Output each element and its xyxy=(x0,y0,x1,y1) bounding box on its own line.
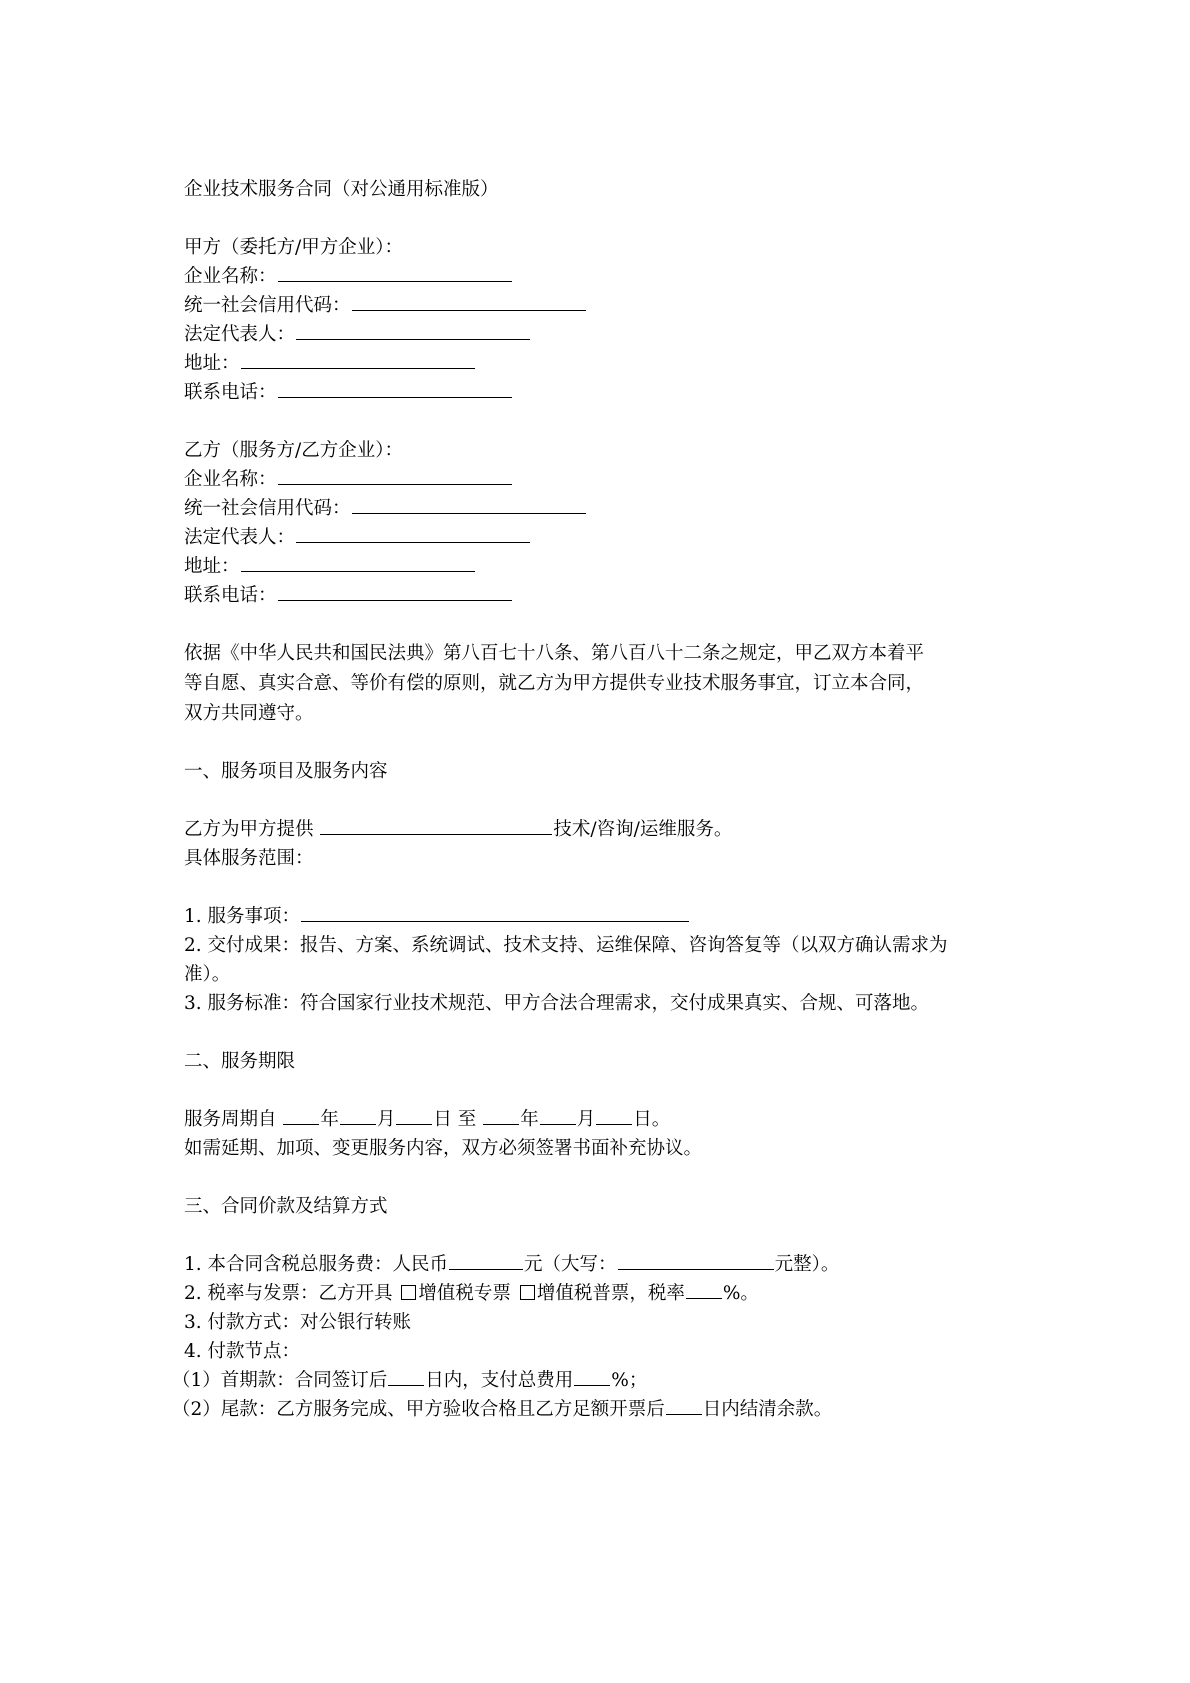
section-3-heading: 三、合同价款及结算方式 xyxy=(184,1196,388,1217)
party-a-address-blank[interactable] xyxy=(241,352,475,369)
service-standard-line: 3. 服务标准：符合国家行业技术规范、甲方合法合理需求，交付成果真实、合规、可落地。 xyxy=(184,993,930,1014)
text: 乙方为甲方提供 xyxy=(184,819,320,840)
service-type-blank[interactable] xyxy=(320,818,552,835)
party-a-legal-rep-row xyxy=(184,323,531,347)
text: 服务周期自 xyxy=(184,1109,283,1130)
final-payment-days-blank[interactable] xyxy=(666,1398,702,1415)
field-label: 地址： xyxy=(184,556,240,577)
text: 日 至 xyxy=(433,1109,483,1130)
fee-amount-blank[interactable] xyxy=(449,1253,523,1270)
section-2-heading: 二、服务期限 xyxy=(184,1051,296,1072)
start-day-blank[interactable] xyxy=(396,1108,432,1125)
end-month-blank[interactable] xyxy=(540,1108,576,1125)
party-b-address-row xyxy=(184,555,476,579)
text: 日。 xyxy=(633,1109,671,1130)
party-a-address-row xyxy=(184,352,476,376)
text: （2）尾款：乙方服务完成、甲方验收合格且乙方足额开票后 xyxy=(172,1399,665,1420)
text: 技术/咨询/运维服务。 xyxy=(553,819,733,840)
party-b-legal-rep-row xyxy=(184,526,531,550)
first-payment-row xyxy=(172,1369,647,1393)
tax-row xyxy=(184,1282,759,1306)
payment-method-line: 3. 付款方式：对公银行转账 xyxy=(184,1312,412,1333)
party-a-phone-row xyxy=(184,381,513,405)
final-payment-row xyxy=(172,1398,832,1422)
service-item-blank[interactable] xyxy=(301,905,689,922)
text: 元（大写： xyxy=(524,1254,617,1275)
field-label: 企业名称： xyxy=(184,266,277,287)
scope-label: 具体服务范围： xyxy=(184,848,314,869)
party-b-address-blank[interactable] xyxy=(241,555,475,572)
field-label: 联系电话： xyxy=(184,382,277,403)
end-year-blank[interactable] xyxy=(483,1108,519,1125)
field-label: 联系电话： xyxy=(184,585,277,606)
service-period-row xyxy=(184,1108,670,1132)
start-year-blank[interactable] xyxy=(283,1108,319,1125)
section-1-heading: 一、服务项目及服务内容 xyxy=(184,761,388,782)
party-a-legal-rep-blank[interactable] xyxy=(296,323,530,340)
text: %； xyxy=(611,1370,648,1391)
service-item-row xyxy=(184,905,690,929)
text: 年 xyxy=(320,1109,339,1130)
party-b-phone-blank[interactable] xyxy=(278,584,512,601)
text: 1. 本合同含税总服务费：人民币 xyxy=(184,1254,449,1275)
preamble-line: 依据《中华人民共和国民法典》第八百七十八条、第八百八十二条之规定，甲乙双方本着平 xyxy=(184,643,925,664)
party-b-company-row xyxy=(184,468,513,492)
text: 日内，支付总费用 xyxy=(425,1370,574,1391)
party-b-company-blank[interactable] xyxy=(278,468,512,485)
text: 元整）。 xyxy=(774,1254,840,1275)
party-b-legal-rep-blank[interactable] xyxy=(296,526,530,543)
field-label: 法定代表人： xyxy=(184,527,296,548)
preamble-line: 双方共同遵守。 xyxy=(184,703,314,724)
party-b-credit-code-row xyxy=(184,497,587,521)
deliverables-line: 2. 交付成果：报告、方案、系统调试、技术支持、运维保障、咨询答复等（以双方确认需求为 xyxy=(184,935,948,956)
field-label: 法定代表人： xyxy=(184,324,296,345)
extension-line: 如需延期、加项、变更服务内容，双方必须签署书面补充协议。 xyxy=(184,1138,703,1159)
fee-uppercase-blank[interactable] xyxy=(618,1253,774,1270)
special-invoice-checkbox[interactable] xyxy=(401,1285,416,1300)
payment-nodes-label: 4. 付款节点： xyxy=(184,1341,301,1362)
ordinary-invoice-checkbox[interactable] xyxy=(520,1285,535,1300)
text: （1）首期款：合同签订后 xyxy=(172,1370,388,1391)
text: 1. 服务事项： xyxy=(184,906,301,927)
preamble-line: 等自愿、真实合意、等价有偿的原则，就乙方为甲方提供专业技术服务事宜，订立本合同， xyxy=(184,673,925,694)
party-b-credit-code-blank[interactable] xyxy=(352,497,586,514)
field-label: 统一社会信用代码： xyxy=(184,498,351,519)
contract-title: 企业技术服务合同（对公通用标准版） xyxy=(184,179,499,200)
party-a-heading: 甲方（委托方/甲方企业）： xyxy=(184,237,403,258)
text: 增值税普票，税率 xyxy=(536,1283,685,1304)
field-label: 企业名称： xyxy=(184,469,277,490)
start-month-blank[interactable] xyxy=(340,1108,376,1125)
field-label: 统一社会信用代码： xyxy=(184,295,351,316)
text: 月 xyxy=(376,1109,396,1130)
tax-rate-blank[interactable] xyxy=(686,1282,722,1299)
text: 日内结清余款。 xyxy=(702,1399,833,1420)
service-provide-row xyxy=(184,818,732,842)
party-a-company-blank[interactable] xyxy=(278,265,512,282)
first-payment-days-blank[interactable] xyxy=(388,1369,424,1386)
first-payment-percent-blank[interactable] xyxy=(574,1369,610,1386)
deliverables-line: 准）。 xyxy=(184,964,231,985)
party-a-phone-blank[interactable] xyxy=(278,381,512,398)
text: 增值税专票 xyxy=(418,1283,517,1304)
text: 月 xyxy=(576,1109,596,1130)
party-b-phone-row xyxy=(184,584,513,608)
text: 2. 税率与发票：乙方开具 xyxy=(184,1283,399,1304)
party-a-credit-code-blank[interactable] xyxy=(352,294,586,311)
party-a-credit-code-row xyxy=(184,294,587,318)
party-b-heading: 乙方（服务方/乙方企业）： xyxy=(184,440,403,461)
party-a-company-row xyxy=(184,265,513,289)
text: 年 xyxy=(520,1109,539,1130)
end-day-blank[interactable] xyxy=(596,1108,632,1125)
field-label: 地址： xyxy=(184,353,240,374)
text: %。 xyxy=(722,1283,759,1304)
fee-row xyxy=(184,1253,839,1277)
